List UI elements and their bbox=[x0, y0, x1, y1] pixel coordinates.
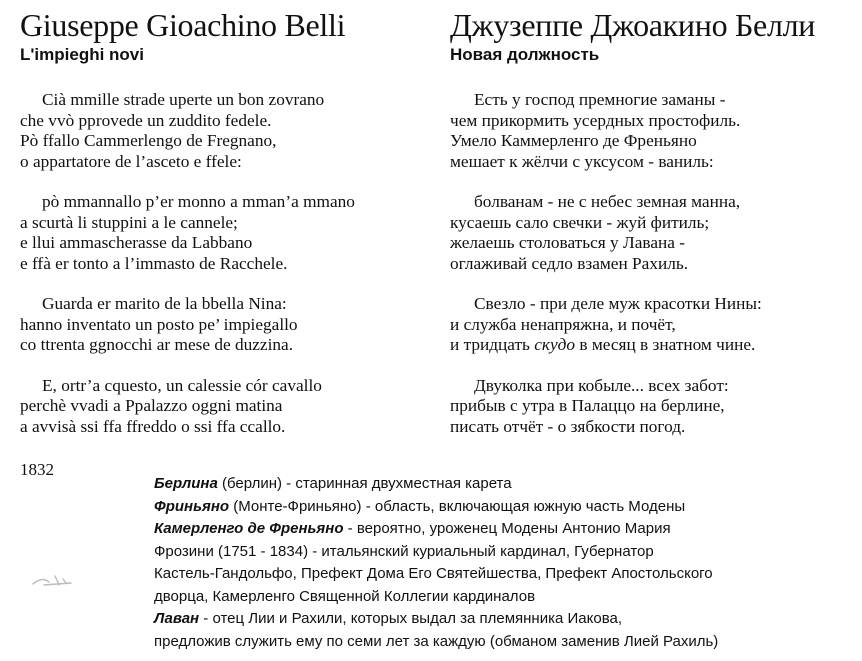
poem-title-russian: Новая должность bbox=[450, 45, 600, 64]
footnote-camerlengo bbox=[154, 518, 854, 541]
verse-text: и тридцать bbox=[450, 335, 535, 354]
verse-line: co ttrenta ggnocchi ar mese de duzzina. bbox=[20, 335, 294, 354]
verse-text: в месяц в знатном чине. bbox=[575, 335, 756, 354]
footnote-laban bbox=[154, 608, 854, 631]
verse-line: желаешь столоваться у Лавана - bbox=[450, 233, 686, 252]
verse-line: и служба ненапряжна, и почёт, bbox=[450, 314, 676, 334]
verse-line bbox=[450, 335, 862, 356]
verse-line: pò mmannallo p’er monno a mman’a mmano bbox=[42, 192, 355, 211]
stanza-1 bbox=[20, 90, 435, 172]
verse-line: Двуколка при кобыле... всех забот: bbox=[474, 375, 729, 395]
footnote-text: - отец Лии и Рахили, которых выдал за племянника Иакова, bbox=[199, 610, 623, 627]
verse-line: e llui ammascherasse da Labbano bbox=[20, 233, 253, 252]
verse-line: чем прикормить усердных простофиль. bbox=[450, 110, 741, 130]
poem-year: 1832 bbox=[20, 460, 54, 479]
verse-line: hanno inventato un posto pe’ impiegallo bbox=[20, 314, 298, 334]
author-russian: Джузеппе Джоакино Белли bbox=[450, 7, 816, 43]
verse-line: прибыв с утра в Палаццо на берлине, bbox=[450, 396, 725, 415]
footnote-frignano bbox=[154, 496, 854, 519]
italic-word: скудо bbox=[534, 335, 576, 354]
footnote-term: Камерленго де Френьяно bbox=[154, 520, 344, 537]
verse-line: e ffà er tonto a l’immasto de Racchele. bbox=[20, 253, 288, 273]
footnote-text-line: Кастель-Гандольфо, Префект Дома Его Святейшества, Префект Апостольского bbox=[154, 565, 713, 582]
poem-italian bbox=[20, 90, 435, 437]
footnote-text-line: дворца, Камерленго Священной Коллегии кардиналов bbox=[154, 587, 536, 605]
stanza-2 bbox=[20, 192, 435, 274]
footnote-text-line: предложив служить ему по семи лет за каждую (обманом заменив Лией Рахиль) bbox=[154, 632, 719, 650]
stanza-1 bbox=[450, 90, 862, 172]
footnote-term: Берлина bbox=[154, 475, 218, 492]
verse-line: Свезло - при деле муж красотки Нины: bbox=[474, 294, 762, 313]
verse-line: o appartatore de l’asceto e ffele: bbox=[20, 151, 242, 171]
footnote-term: Лаван bbox=[154, 610, 200, 627]
verse-line: Cià mmille strade uperte un bon zovrano bbox=[42, 90, 325, 109]
russian-column bbox=[450, 0, 862, 457]
verse-line: Guarda er marito de la bbella Nina: bbox=[42, 294, 287, 313]
verse-line: Есть у господ премногие заманы - bbox=[474, 90, 726, 109]
footnote-berlina bbox=[154, 473, 854, 496]
footnotes bbox=[154, 473, 854, 653]
verse-line: a avvisà ssi ffa ffreddo o ssi ffa ccallo. bbox=[20, 416, 286, 436]
verse-line: che vvò pprovede un zuddito fedele. bbox=[20, 110, 272, 130]
footnote-text: (берлин) - старинная двухместная карета bbox=[217, 475, 512, 492]
footnote-text: (Монте-Фриньяно) - область, включающая южную часть Модены bbox=[229, 497, 686, 515]
verse-line: E, ortr’a cquesto, un calessie cór cavallo bbox=[42, 375, 322, 395]
verse-line: perchè vvadi a Ppalazzo oggni matina bbox=[20, 396, 283, 415]
stanza-4 bbox=[20, 376, 435, 438]
stanza-4 bbox=[450, 376, 862, 438]
stanza-3 bbox=[20, 294, 435, 356]
verse-line: оглаживай седло взамен Рахиль. bbox=[450, 253, 689, 273]
footnote-text-line: Фрозини (1751 - 1834) - итальянский куриальный кардинал, Губернатор bbox=[154, 542, 654, 560]
stanza-2 bbox=[450, 192, 862, 274]
footnote-term: Фриньяно bbox=[154, 497, 230, 515]
stanza-3 bbox=[450, 294, 862, 356]
verse-line: кусаешь сало свечки - жуй фитиль; bbox=[450, 212, 710, 232]
verse-line: мешает к жёлчи с уксусом - ваниль: bbox=[450, 151, 714, 171]
signature-mark-icon bbox=[30, 570, 76, 592]
poem-title-italian: L'impieghi novi bbox=[20, 45, 144, 64]
verse-line: Pò ffallo Cammerlengo de Fregnano, bbox=[20, 131, 277, 150]
author-italian: Giuseppe Gioachino Belli bbox=[20, 7, 346, 43]
verse-line: писать отчёт - о зябкости погод. bbox=[450, 416, 686, 436]
verse-line: болванам - не с небес земная манна, bbox=[474, 192, 741, 211]
verse-line: Умело Каммерленго де Френьяно bbox=[450, 131, 697, 150]
italian-column bbox=[20, 0, 435, 457]
poem-russian bbox=[450, 90, 862, 437]
verse-line: a scurtà li stuppini a le cannele; bbox=[20, 212, 238, 232]
footnote-text: - вероятно, уроженец Модены Антонио Мария bbox=[343, 520, 671, 537]
